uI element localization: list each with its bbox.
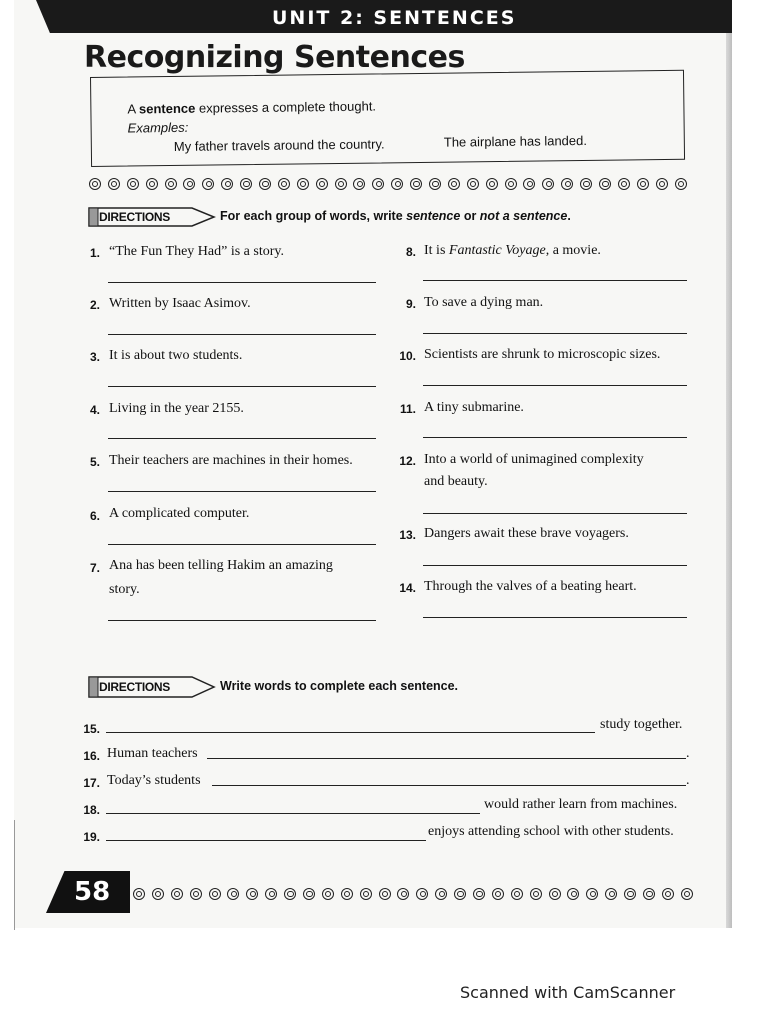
item-text: Into a world of unimagined complexity (424, 452, 644, 467)
definition-prefix: A (127, 101, 140, 117)
decorative-circle-icon (303, 888, 315, 900)
item-text: Through the valves of a beating heart. (424, 579, 637, 594)
decorative-circle-icon (410, 178, 422, 190)
decorative-circle-icon (227, 888, 239, 900)
definition-box (90, 70, 685, 167)
decorative-circle-icon (341, 888, 353, 900)
definition-text (127, 99, 376, 117)
decorative-circle-icon (643, 888, 655, 900)
item-number: 8. (405, 245, 416, 259)
decorative-circle-icon (681, 888, 693, 900)
directions-text-2: Write words to complete each sentence. (220, 679, 459, 693)
decorative-circle-icon (467, 178, 479, 190)
answer-line[interactable] (423, 280, 687, 281)
answer-line[interactable] (423, 385, 687, 386)
decorative-circle-icon (297, 178, 309, 190)
item-text-end: , a movie. (545, 243, 601, 258)
decorative-circle-icon (183, 178, 195, 190)
directions-text-end: . (567, 209, 571, 223)
decorative-circle-icon (240, 178, 252, 190)
item-text: Written by Isaac Asimov. (109, 296, 251, 311)
item-number: 12. (399, 454, 416, 468)
answer-line[interactable] (423, 513, 687, 514)
decorative-circle-icon (108, 178, 120, 190)
directions-text-mid: or (460, 209, 480, 223)
decorative-circle-icon (656, 178, 668, 190)
sentence-ending: study together. (600, 717, 683, 732)
page-number: 58 (74, 877, 111, 907)
margin-line (14, 820, 15, 930)
sentence-ending: . (686, 773, 690, 788)
decorative-circle-icon (605, 888, 617, 900)
sentence-ending: enjoys attending school with other students. (428, 824, 674, 839)
decorative-circle-icon (530, 888, 542, 900)
decorative-circle-icon (165, 178, 177, 190)
item-number: 17. (83, 776, 100, 790)
answer-line[interactable] (108, 334, 376, 335)
answer-line[interactable] (423, 565, 687, 566)
sentence-ending: . (686, 746, 690, 761)
item-number: 9. (405, 297, 416, 311)
item-number: 18. (83, 803, 100, 817)
item-number: 10. (399, 349, 416, 363)
answer-line[interactable] (108, 491, 376, 492)
item-text: To save a dying man. (424, 295, 544, 310)
decorative-circle-icon (675, 178, 687, 190)
item-number: 3. (89, 350, 100, 364)
item-text: A complicated computer. (109, 506, 250, 521)
directions-text-start: For each group of words, write (220, 209, 407, 223)
item-text-continued: story. (109, 582, 140, 597)
item-text-title: Fantastic Voyage (448, 243, 546, 258)
decorative-circle-icon (246, 888, 258, 900)
sentence-start: Human teachers (107, 746, 198, 761)
decorative-circle-icon (492, 888, 504, 900)
answer-line[interactable] (423, 617, 687, 618)
decorative-circle-icon (372, 178, 384, 190)
item-number: 16. (83, 749, 100, 763)
decorative-circle-icon (265, 888, 277, 900)
item-text-continued: and beauty. (424, 474, 488, 489)
decorative-circle-icon (89, 178, 101, 190)
decorative-circle-icon (322, 888, 334, 900)
item-text: Living in the year 2155. (109, 401, 244, 416)
answer-line[interactable] (108, 386, 376, 387)
scanner-watermark: Scanned with CamScanner (460, 983, 676, 1002)
answer-line[interactable] (106, 813, 480, 814)
decorative-circle-icon (473, 888, 485, 900)
decorative-circle-icon (618, 178, 630, 190)
directions-text-1 (220, 209, 571, 223)
decorative-circle-icon (127, 178, 139, 190)
answer-line[interactable] (207, 758, 686, 759)
item-number: 11. (399, 402, 416, 416)
decorative-circle-icon (353, 178, 365, 190)
directions-text-emphasis: sentence (406, 209, 461, 223)
decorative-circle-icon (454, 888, 466, 900)
decorative-circle-icon (567, 888, 579, 900)
item-number: 14. (399, 581, 416, 595)
definition-suffix: expresses a complete thought. (195, 98, 377, 116)
decorative-circle-icon (561, 178, 573, 190)
answer-line[interactable] (423, 437, 687, 438)
item-text: Scientists are shrunk to microscopic sizes. (424, 347, 661, 362)
decorative-circle-icon (586, 888, 598, 900)
decorative-circle-icon (152, 888, 164, 900)
answer-line[interactable] (212, 785, 686, 786)
answer-line[interactable] (108, 282, 376, 283)
decorative-circle-icon (146, 178, 158, 190)
decorative-circle-icon (278, 178, 290, 190)
item-number: 4. (89, 403, 100, 417)
answer-line[interactable] (106, 732, 595, 733)
decorative-circle-icon (523, 178, 535, 190)
answer-line[interactable] (106, 840, 426, 841)
decorative-circle-icon (221, 178, 233, 190)
directions-label: DIRECTIONS (99, 210, 171, 224)
decorative-circle-icon (209, 888, 221, 900)
decorative-circle-icon (259, 178, 271, 190)
item-number: 15. (83, 722, 100, 736)
decorative-circle-icon (549, 888, 561, 900)
decorative-circle-icon (416, 888, 428, 900)
example-sentence-2: The airplane has landed. (443, 132, 588, 150)
item-text: A tiny submarine. (424, 400, 524, 415)
item-text (424, 243, 601, 259)
decorative-circle-icon (624, 888, 636, 900)
decorative-circle-icon (284, 888, 296, 900)
directions-tag-2 (88, 675, 214, 697)
decorative-circle-icon (202, 178, 214, 190)
item-number: 1. (89, 246, 100, 260)
item-number: 2. (89, 298, 100, 312)
item-text: It is about two students. (109, 348, 243, 363)
sentence-start: Today’s students (107, 773, 201, 788)
decorative-circle-icon (379, 888, 391, 900)
directions-tag-1 (88, 206, 214, 228)
decorative-circle-icon (391, 178, 403, 190)
decorative-circle-icon (542, 178, 554, 190)
answer-line[interactable] (108, 620, 376, 621)
decorative-circle-icon (580, 178, 592, 190)
decorative-circle-icon (397, 888, 409, 900)
decorative-circle-icon (335, 178, 347, 190)
item-text: Their teachers are machines in their homes. (109, 453, 353, 468)
answer-line[interactable] (108, 544, 376, 545)
item-text: Ana has been telling Hakim an amazing (109, 558, 333, 573)
decorative-circle-icon (133, 888, 145, 900)
item-text-start: It is (424, 243, 449, 258)
answer-line[interactable] (423, 333, 687, 334)
page-edge (726, 0, 732, 928)
directions-text-emphasis: not a sentence (479, 209, 568, 223)
definition-keyword: sentence (138, 100, 196, 117)
item-number: 13. (399, 528, 416, 542)
decorative-circle-icon (190, 888, 202, 900)
sentence-ending: would rather learn from machines. (484, 797, 678, 812)
item-text: Dangers await these brave voyagers. (424, 526, 629, 541)
decorative-circle-icon (360, 888, 372, 900)
decorative-circle-icon (435, 888, 447, 900)
decorative-circle-icon (511, 888, 523, 900)
item-number: 19. (83, 830, 100, 844)
decorative-dot-row-bottom (133, 888, 693, 900)
page-title: Recognizing Sentences (84, 40, 465, 75)
decorative-circle-icon (637, 178, 649, 190)
unit-title: UNIT 2: SENTENCES (272, 7, 517, 29)
item-number: 7. (89, 561, 100, 575)
directions-label: DIRECTIONS (99, 680, 171, 694)
decorative-circle-icon (662, 888, 674, 900)
decorative-circle-icon (171, 888, 183, 900)
examples-label: Examples: (127, 119, 189, 136)
decorative-dot-row-top (89, 178, 687, 190)
decorative-circle-icon (448, 178, 460, 190)
item-number: 6. (89, 509, 100, 523)
decorative-circle-icon (316, 178, 328, 190)
item-text: “The Fun They Had” is a story. (109, 244, 284, 259)
decorative-circle-icon (599, 178, 611, 190)
decorative-circle-icon (429, 178, 441, 190)
decorative-circle-icon (486, 178, 498, 190)
decorative-circle-icon (505, 178, 517, 190)
example-sentence-1: My father travels around the country. (173, 136, 385, 154)
answer-line[interactable] (108, 438, 376, 439)
item-number: 5. (89, 455, 100, 469)
